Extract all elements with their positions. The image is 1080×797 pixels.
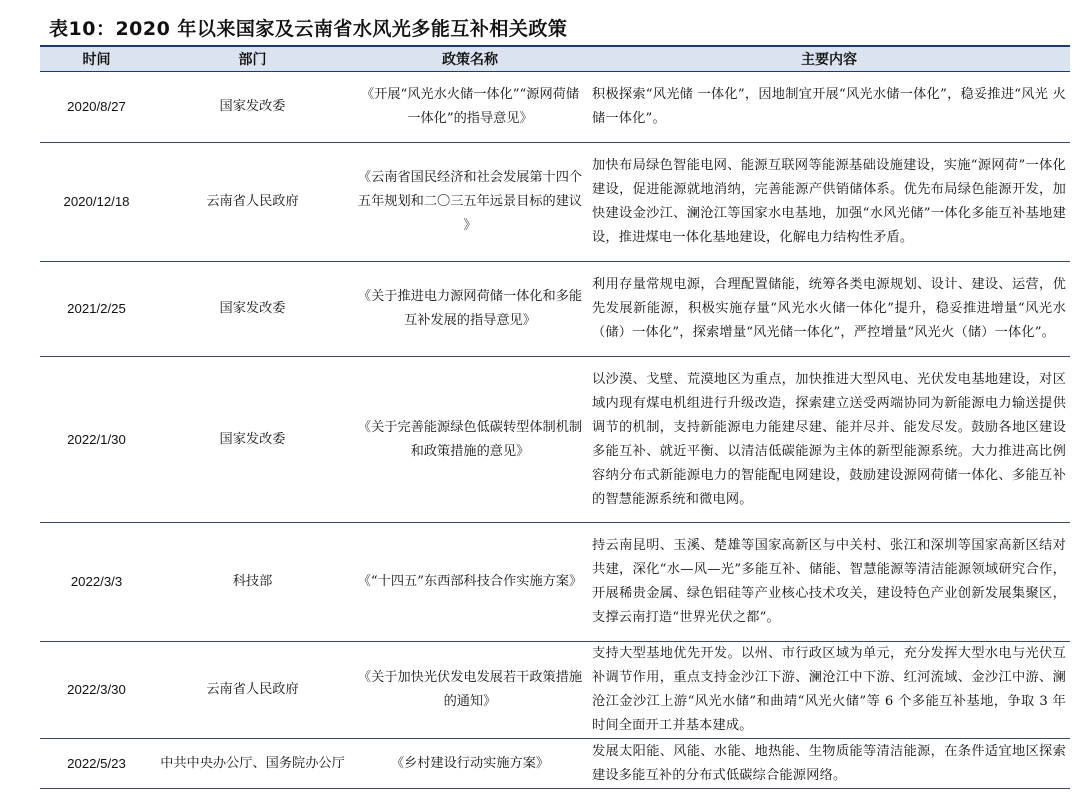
row-dept: 国家发改委 (153, 262, 352, 357)
row-date: 2022/3/30 (40, 642, 153, 739)
row-content: 发展太阳能、风能、水能、地热能、生物质能等清洁能源，在条件适宜地区探索建设多能互补的分布式低碳综合能源网络。 (588, 739, 1070, 789)
row-date: 2020/8/27 (40, 72, 153, 143)
row-dept: 国家发改委 (153, 72, 352, 143)
row-policy-name: 《关于完善能源绿色低碳转型体制机制和政策措施的意见》 (352, 357, 588, 523)
row-content: 利用存量常规电源，合理配置储能，统筹各类电源规划、设计、建设、运营，优先发展新能源，积极实施存量“风光水火储一体化”提升，稳妥推进增量“风光水（储）一体化”，探索增量“风光储一体化”，严控增量“风光火（储）一体化”。 (588, 262, 1070, 357)
row-date: 2022/1/30 (40, 357, 153, 523)
table-row (40, 523, 1070, 642)
row-date: 2021/2/25 (40, 262, 153, 357)
table-row (40, 357, 1070, 523)
row-dept: 云南省人民政府 (153, 642, 352, 739)
row-dept: 中共中央办公厅、国务院办公厅 (153, 739, 352, 789)
row-policy-name: 《“十四五”东西部科技合作实施方案》 (352, 523, 588, 642)
row-date: 2022/3/3 (40, 523, 153, 642)
table-row (40, 143, 1070, 262)
row-content: 积极探索“风光储 一体化”，因地制宜开展“风光水储一体化”，稳妥推进“风光 火储一体化”。 (588, 72, 1070, 143)
row-date: 2022/5/23 (40, 739, 153, 789)
header-name: 政策名称 (352, 46, 588, 72)
table-title: 表10：2020 年以来国家及云南省水风光多能互补相关政策 (49, 18, 568, 40)
row-content: 支持大型基地优先开发。以州、市行政区域为单元，充分发挥大型水电与光伏互补调节作用，重点支持金沙江下游、澜沧江中下游、红河流域、金沙江中游、澜沧江金沙江上游“风光水储”和曲靖“风光火储”等 6 个多能互补基地，争取 3 年时间全面开工并基本建成。 (588, 642, 1070, 739)
row-policy-name: 《乡村建设行动实施方案》 (352, 739, 588, 789)
row-policy-name: 《开展“风光水火储一体化”“源网荷储一体化”的指导意见》 (352, 72, 588, 143)
row-content: 持云南昆明、玉溪、楚雄等国家高新区与中关村、张江和深圳等国家高新区结对共建，深化“水—风—光”多能互补、储能、智慧能源等清洁能源领域研究合作，开展稀贵金属、绿色铝硅等产业核心技术攻关，建设特色产业创新发展集聚区，支撑云南打造“世界光伏之都”。 (588, 523, 1070, 642)
header-content: 主要内容 (588, 46, 1070, 72)
row-content: 以沙漠、戈壁、荒漠地区为重点，加快推进大型风电、光伏发电基地建设，对区域内现有煤电机组进行升级改造，探索建立送受两端协同为新能源电力输送提供调节的机制，支持新能源电力能建尽建、能并尽并、能发尽发。鼓励各地区建设多能互补、就近平衡、以清洁低碳能源为主体的新型能源系统。大力推进高比例容纳分布式新能源电力的智能配电网建设，鼓励建设源网荷储一体化、多能互补的智慧能源系统和微电网。 (588, 357, 1070, 523)
header-date: 时间 (40, 46, 153, 72)
row-dept: 科技部 (153, 523, 352, 642)
table-header-row (40, 46, 1070, 72)
table-row (40, 739, 1070, 789)
table-row (40, 642, 1070, 739)
row-policy-name: 《关于推进电力源网荷储一体化和多能互补发展的指导意见》 (352, 262, 588, 357)
policy-table (40, 45, 1070, 789)
row-dept: 国家发改委 (153, 357, 352, 523)
header-dept: 部门 (153, 46, 352, 72)
table-row (40, 72, 1070, 143)
row-content: 加快布局绿色智能电网、能源互联网等能源基础设施建设，实施“源网荷”一体化建设，促进能源就地消纳，完善能源产供销储体系。优先布局绿色能源开发，加快建设金沙江、澜沧江等国家水电基地，加强“水风光储”一体化多能互补基地建设，推进煤电一体化基地建设，化解电力结构性矛盾。 (588, 143, 1070, 262)
table-row (40, 262, 1070, 357)
row-date: 2020/12/18 (40, 143, 153, 262)
row-policy-name: 《关于加快光伏发电发展若干政策措施的通知》 (352, 642, 588, 739)
row-policy-name: 《云南省国民经济和社会发展第十四个五年规划和二〇三五年远景目标的建议 》 (352, 143, 588, 262)
row-dept: 云南省人民政府 (153, 143, 352, 262)
